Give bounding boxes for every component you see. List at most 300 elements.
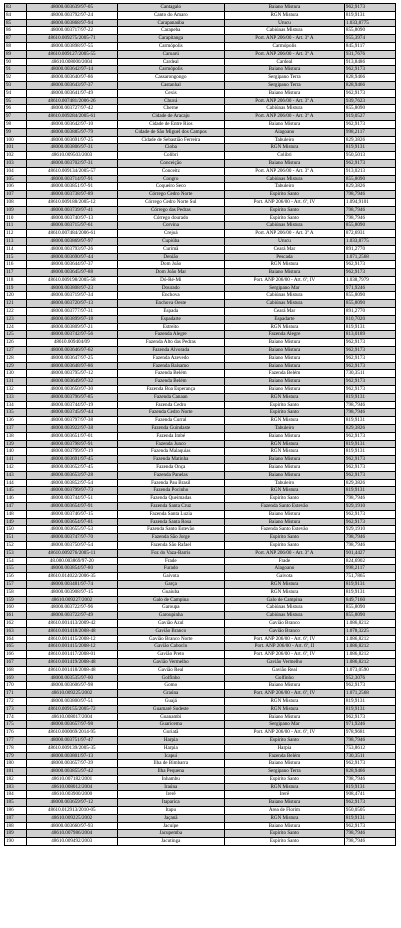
table-row <box>5 604 396 612</box>
row-number: 126 <box>5 339 27 347</box>
table-row <box>5 417 396 425</box>
row-number: 121 <box>5 300 27 308</box>
table-row <box>5 549 396 557</box>
field-name: Córrego Cedro Norte Sul <box>117 198 224 206</box>
table-row <box>5 159 396 167</box>
row-number: 167 <box>5 658 27 666</box>
process-number: 48610.009188/2005-12 <box>26 198 117 206</box>
field-name: Ilha Pequena <box>117 768 224 776</box>
process-number: 48000.003719/97-34 <box>26 292 117 300</box>
process-number: 48000.003809/97-21 <box>26 323 117 331</box>
row-number: 181 <box>5 768 27 776</box>
stream-name: RGN Mistura <box>224 697 344 705</box>
table-row <box>5 627 396 635</box>
reference-value: 849,7160 <box>344 596 395 604</box>
process-number: 48000.003738/97-89 <box>26 191 117 199</box>
field-name: Córrego das Pedras <box>117 206 224 214</box>
reference-value: 855,8090 <box>344 175 395 183</box>
stream-name: Gavião Vermelho <box>224 658 344 666</box>
field-name: Irerê <box>117 791 224 799</box>
row-number: 109 <box>5 206 27 214</box>
table-row <box>5 588 396 596</box>
field-name: Cantagalo <box>117 4 224 12</box>
field-name: Cherne <box>117 105 224 113</box>
stream-name: Golfinho <box>224 674 344 682</box>
stream-name: Urucu <box>224 19 344 27</box>
stream-name: Port. ANP 206/00 - Art. 6º, IV <box>224 729 344 737</box>
field-name: Ilha de Bimbarra <box>117 760 224 768</box>
row-number: 139 <box>5 440 27 448</box>
field-name: Fazenda Junco <box>117 440 224 448</box>
row-number: 150 <box>5 526 27 534</box>
row-number: 108 <box>5 198 27 206</box>
stream-name: Port. ANP 206/00 - Art. 3º A <box>224 113 344 121</box>
table-row <box>5 697 396 705</box>
table-row <box>5 253 396 261</box>
field-name: Galo de Campina <box>117 596 224 604</box>
row-number: 101 <box>5 144 27 152</box>
stream-name: Cabiúnas Mistura <box>224 105 344 113</box>
table-row <box>5 518 396 526</box>
reference-value: 962,9173 <box>344 682 395 690</box>
reference-value: 855,8090 <box>344 27 395 35</box>
row-number: 85 <box>5 19 27 27</box>
reference-value: 962,9173 <box>344 89 395 97</box>
field-name: Espada <box>117 308 224 316</box>
reference-value: 962,9173 <box>344 386 395 394</box>
table-row <box>5 822 396 830</box>
field-name: Conceição <box>117 159 224 167</box>
stream-name: Ceará Mar <box>224 245 344 253</box>
table-row <box>5 89 396 97</box>
stream-name: Port. ANP 206/00 - Art. 6º, IV <box>224 635 344 643</box>
stream-name: Port. ANP 206/00 - Art. 6º, IV <box>224 198 344 206</box>
field-name: Cupiúba <box>117 237 224 245</box>
stream-name: Baiano Mistura <box>224 682 344 690</box>
row-number: 147 <box>5 503 27 511</box>
field-name: Icapui <box>117 752 224 760</box>
table-row <box>5 347 396 355</box>
row-number: 113 <box>5 237 27 245</box>
row-number: 110 <box>5 214 27 222</box>
process-number: 48000.003898/97-55 <box>26 42 117 50</box>
stream-name: Baiano Mistura <box>224 120 344 128</box>
process-number: 48610.009225/2002 <box>26 814 117 822</box>
field-name: Jaçanã <box>117 814 224 822</box>
field-name: Curimã <box>117 245 224 253</box>
data-sheet <box>4 3 396 846</box>
table-row <box>5 791 396 799</box>
reference-value: 798,7946 <box>344 838 395 846</box>
field-name: Fazenda Belém <box>117 370 224 378</box>
stream-name: Baiano Mistura <box>224 456 344 464</box>
row-number: 93 <box>5 81 27 89</box>
field-name: Castanhal <box>117 81 224 89</box>
stream-name: Espírito Santo <box>224 206 344 214</box>
stream-name: RGN Mistura <box>224 11 344 19</box>
table-row <box>5 339 396 347</box>
field-name: Fazenda Pocinho <box>117 487 224 495</box>
row-number: 156 <box>5 573 27 581</box>
reference-value: 1.094,9101 <box>344 198 395 206</box>
stream-name: Espírito Santo <box>224 534 344 542</box>
reference-value: 1.033,8775 <box>344 237 395 245</box>
row-number: 131 <box>5 378 27 386</box>
row-number: 96 <box>5 105 27 113</box>
field-name: Guamaré Sudeste <box>117 705 224 713</box>
reference-value: 798,7946 <box>344 401 395 409</box>
table-row <box>5 729 396 737</box>
reference-value: 829,3826 <box>344 479 395 487</box>
table-row <box>5 495 396 503</box>
table-row <box>5 81 396 89</box>
field-name: Crejoá <box>117 230 224 238</box>
stream-name: Colibri <box>224 152 344 160</box>
field-name: Fazenda Guindaste <box>117 425 224 433</box>
row-number: 175 <box>5 721 27 729</box>
reference-value: 962,9173 <box>344 347 395 355</box>
reference-value: 819,9131 <box>344 580 395 588</box>
process-number: 48000.003869/97-97 <box>26 237 117 245</box>
row-number: 134 <box>5 401 27 409</box>
stream-name: Baiano Mistura <box>224 518 344 526</box>
process-number: 48000.003797/97-38 <box>26 417 117 425</box>
row-number: 176 <box>5 729 27 737</box>
table-row <box>5 19 396 27</box>
table-row <box>5 331 396 339</box>
process-number: 48000.003792/97-24 <box>26 11 117 19</box>
stream-name: Port. ANP 206/00 - Art. 3º A <box>224 97 344 105</box>
reference-value: 819,9131 <box>344 11 395 19</box>
process-number: 48000.003642/97-10 <box>26 120 117 128</box>
row-number: 180 <box>5 760 27 768</box>
row-number: 116 <box>5 261 27 269</box>
process-number: 48610.003900/2000 <box>26 791 117 799</box>
field-name: Córrego Cedro Norte <box>117 191 224 199</box>
stream-name: Área de Florim <box>224 807 344 815</box>
reference-value: 962,9173 <box>344 432 395 440</box>
reference-value: 962,9173 <box>344 261 395 269</box>
table-row <box>5 300 396 308</box>
field-name: Fazenda Cedro Norte <box>117 409 224 417</box>
field-name: Gavião Branco Norte <box>117 635 224 643</box>
process-number: 48.000.003869/97-20 <box>26 557 117 565</box>
row-number: 86 <box>5 27 27 35</box>
stream-name: Espírito Santo <box>224 830 344 838</box>
stream-name: Baiano Mistura <box>224 386 344 394</box>
stream-name: Fazenda Santo Estevão <box>224 503 344 511</box>
process-number: 48000.003777/97-31 <box>26 308 117 316</box>
row-number: 178 <box>5 744 27 752</box>
reference-value: 1.073,0590 <box>344 666 395 674</box>
table-row <box>5 35 396 43</box>
reference-value: 978,9681 <box>344 729 395 737</box>
field-name: Enchova Oeste <box>117 300 224 308</box>
field-name: Cexis <box>117 89 224 97</box>
field-name: Cidade de Entre Rios <box>117 120 224 128</box>
stream-name: RGN Mistura <box>224 417 344 425</box>
reference-value: 819,9131 <box>344 705 395 713</box>
field-name: Itaparica <box>117 799 224 807</box>
stream-name: Baiano Mistura <box>224 269 344 277</box>
process-number: 48610.008012/2004 <box>26 783 117 791</box>
table-row <box>5 261 396 269</box>
stream-name: Alagoano <box>224 128 344 136</box>
process-number: 48610.007182/2001 <box>26 775 117 783</box>
reference-value: 828,9466 <box>344 81 395 89</box>
stream-name: Gavião Branco <box>224 627 344 635</box>
stream-name: Tabuleiro <box>224 183 344 191</box>
reference-value: 955,3974 <box>344 35 395 43</box>
row-number: 105 <box>5 175 27 183</box>
row-number: 98 <box>5 120 27 128</box>
process-number: 48000.003645/97-88 <box>26 269 117 277</box>
process-number: 48000.003739/97-41 <box>26 206 117 214</box>
field-name: Carapeba <box>117 27 224 35</box>
field-name: Fazenda São Rafael <box>117 541 224 549</box>
process-number: 48000.003659/97-12 <box>26 799 117 807</box>
process-number: 48000.003717/97-22 <box>26 27 117 35</box>
row-number: 161 <box>5 612 27 620</box>
stream-name: Baiano Mistura <box>224 464 344 472</box>
row-number: 84 <box>5 11 27 19</box>
field-name: Fazenda Azevedo <box>117 354 224 362</box>
reference-value: 1.086,8212 <box>344 658 395 666</box>
reference-value: 950,0505 <box>344 807 395 815</box>
field-name: Frade <box>117 557 224 565</box>
stream-name: Cabiúnas Mistura <box>224 604 344 612</box>
table-row <box>5 744 396 752</box>
reference-value: 798,7946 <box>344 409 395 417</box>
table-row <box>5 74 396 82</box>
process-number: 48000.003851/97-91 <box>26 183 117 191</box>
reference-value: 872,6931 <box>344 230 395 238</box>
table-row <box>5 690 396 698</box>
row-number: 188 <box>5 822 27 830</box>
stream-name: Baiano Mistura <box>224 510 344 518</box>
row-number: 112 <box>5 230 27 238</box>
field-name: Gavião Branco <box>117 627 224 635</box>
field-name: Dó-Ré-Mi <box>117 276 224 284</box>
field-name: Gavião Real <box>117 666 224 674</box>
process-number: 48000.003648/97-86 <box>26 362 117 370</box>
row-number: 186 <box>5 807 27 815</box>
row-number: 133 <box>5 393 27 401</box>
process-number: 48000.003854/97-80 <box>26 565 117 573</box>
process-number: 48610.000069/2014-95 <box>26 729 117 737</box>
process-number: 48000.003639/97-05 <box>26 4 117 12</box>
row-number: 182 <box>5 775 27 783</box>
process-number: 48000.003747/97-70 <box>26 534 117 542</box>
field-name: Fazenda Matinha <box>117 456 224 464</box>
row-number: 145 <box>5 487 27 495</box>
process-number: 48000.003799/97-73 <box>26 487 117 495</box>
table-row <box>5 503 396 511</box>
field-name: Espadarte <box>117 315 224 323</box>
stream-name: Cabiúnas Mistura <box>224 175 344 183</box>
stream-name: Port. ANP 206/00 - Art. 6º, II <box>224 643 344 651</box>
field-name: Corvina <box>117 222 224 230</box>
field-name: Guaricema <box>117 721 224 729</box>
process-number: 48610.012913/2010-05 <box>26 807 117 815</box>
reference-value: 908,4741 <box>344 791 395 799</box>
reference-value: 819,9131 <box>344 440 395 448</box>
reference-value: 891,2770 <box>344 308 395 316</box>
process-number: 48000.003720/97-13 <box>26 300 117 308</box>
reference-value: 939,7623 <box>344 97 395 105</box>
table-row <box>5 105 396 113</box>
table-row <box>5 534 396 542</box>
table-row <box>5 775 396 783</box>
row-number: 128 <box>5 354 27 362</box>
stream-name: Baiano Mistura <box>224 799 344 807</box>
stream-name: Cardeal <box>224 58 344 66</box>
stream-name: RGN Mistura <box>224 323 344 331</box>
process-number: 48000.003742/97-56 <box>26 331 117 339</box>
reference-value: 962,9173 <box>344 120 395 128</box>
reference-value: 962,9173 <box>344 822 395 830</box>
stream-name: RGN Mistura <box>224 393 344 401</box>
reference-value: 962,9173 <box>344 362 395 370</box>
stream-name: Port. ANP 206/00 - Art. 3º A <box>224 35 344 43</box>
field-name: Gavião Preto <box>117 651 224 659</box>
field-name: Garça <box>117 580 224 588</box>
reference-value: 962,9173 <box>344 456 395 464</box>
field-name: Garoupa <box>117 604 224 612</box>
stream-name: Gavião Real <box>224 666 344 674</box>
process-number: 48000.003691/97-25 <box>26 136 117 144</box>
stream-name: Tabuleiro <box>224 136 344 144</box>
stream-name: Espírito Santo <box>224 214 344 222</box>
table-row <box>5 682 396 690</box>
field-name: Carmópolis <box>117 42 224 50</box>
reference-value: 962,9173 <box>344 66 395 74</box>
reference-value: 962,9173 <box>344 510 395 518</box>
reference-value: 819,9131 <box>344 814 395 822</box>
process-number: 48000.003690/97-44 <box>26 253 117 261</box>
field-name: Estreito <box>117 323 224 331</box>
row-number: 154 <box>5 557 27 565</box>
process-number: 48000.003745/97-44 <box>26 409 117 417</box>
stream-name: Espírito Santo <box>224 838 344 846</box>
stream-name: Baiano Mistura <box>224 339 344 347</box>
row-number: 138 <box>5 432 27 440</box>
stream-name: Baiano Mistura <box>224 159 344 167</box>
row-number: 127 <box>5 347 27 355</box>
table-row <box>5 245 396 253</box>
row-number: 119 <box>5 284 27 292</box>
stream-name: Espírito Santo <box>224 191 344 199</box>
process-number: 48610.009134/2005-57 <box>26 167 117 175</box>
stream-name: RGN Mistura <box>224 448 344 456</box>
table-row <box>5 635 396 643</box>
table-row <box>5 175 396 183</box>
row-number: 118 <box>5 276 27 284</box>
process-number: 48000.003606/97-98 <box>26 682 117 690</box>
reference-value: 798,7946 <box>344 736 395 744</box>
table-row <box>5 440 396 448</box>
process-number: 48610.008017/2004 <box>26 713 117 721</box>
process-number: 48610.009155/2005-72 <box>26 705 117 713</box>
reference-value: 798,7946 <box>344 191 395 199</box>
table-row <box>5 362 396 370</box>
process-number: 48610.009275/2005-71 <box>26 35 117 43</box>
row-number: 143 <box>5 471 27 479</box>
process-number: 48000.003655/97-53 <box>26 526 117 534</box>
table-row <box>5 464 396 472</box>
table-row <box>5 66 396 74</box>
process-number: 48000.003643/97-37 <box>26 81 117 89</box>
field-name: Conceitz <box>117 167 224 175</box>
stream-name: RGN Mistura <box>224 783 344 791</box>
table-row <box>5 120 396 128</box>
reference-value: 962,9173 <box>344 4 395 12</box>
process-number: 48000.003722/97-49 <box>26 612 117 620</box>
field-name: Denião <box>117 253 224 261</box>
process-number: 48610.009492/2003 <box>26 838 117 846</box>
row-number: 115 <box>5 253 27 261</box>
field-name: Fazenda Cedro <box>117 401 224 409</box>
row-number: 122 <box>5 308 27 316</box>
field-name: Fazenda Panelas <box>117 471 224 479</box>
field-name: Colibri <box>117 152 224 160</box>
process-number: 48610.001413/2009-42 <box>26 619 117 627</box>
row-number: 149 <box>5 518 27 526</box>
process-number: 48610.009227/2002 <box>26 596 117 604</box>
stream-name: Sergipano Mar <box>224 284 344 292</box>
stream-name: Fazenda Alegre <box>224 331 344 339</box>
reference-value: 891,2770 <box>344 245 395 253</box>
row-number: 170 <box>5 682 27 690</box>
stream-name: RGN Mistura <box>224 814 344 822</box>
reference-value: 819,9131 <box>344 487 395 495</box>
table-row <box>5 167 396 175</box>
process-number: 48000.003727/97-42 <box>26 105 117 113</box>
stream-name: Carmópolis <box>224 42 344 50</box>
row-number: 90 <box>5 58 27 66</box>
process-number: 48000.003660/97-93 <box>26 822 117 830</box>
reference-value: 855,8090 <box>344 222 395 230</box>
field-name: Carapitanga <box>117 35 224 43</box>
stream-name: Baiano Mistura <box>224 760 344 768</box>
stream-name: Port. ANP 206/00 - Art. 6º, IV <box>224 651 344 659</box>
process-number: 48610.007986/2004 <box>26 830 117 838</box>
field-name: Carapanaúba <box>117 19 224 27</box>
process-number: 48000.003640/97-86 <box>26 74 117 82</box>
table-row <box>5 713 396 721</box>
stream-name: Urucu <box>224 237 344 245</box>
row-number: 137 <box>5 425 27 433</box>
row-number: 132 <box>5 386 27 394</box>
table-row <box>5 760 396 768</box>
table-row <box>5 292 396 300</box>
stream-name: Sergipano Terra <box>224 74 344 82</box>
row-number: 141 <box>5 456 27 464</box>
field-name: Dourado <box>117 284 224 292</box>
fields-table <box>4 3 396 846</box>
row-number: 117 <box>5 269 27 277</box>
row-number: 123 <box>5 315 27 323</box>
row-number: 158 <box>5 588 27 596</box>
field-name: Cioba <box>117 144 224 152</box>
field-name: Golfinho <box>117 674 224 682</box>
process-number: 48000.003654/97-81 <box>26 518 117 526</box>
row-number: 171 <box>5 690 27 698</box>
stream-name: Baiano Mistura <box>224 4 344 12</box>
field-name: Foz do Vaza-Barris <box>117 549 224 557</box>
reference-value: 810,7020 <box>344 315 395 323</box>
field-name: Córrego dourado <box>117 214 224 222</box>
